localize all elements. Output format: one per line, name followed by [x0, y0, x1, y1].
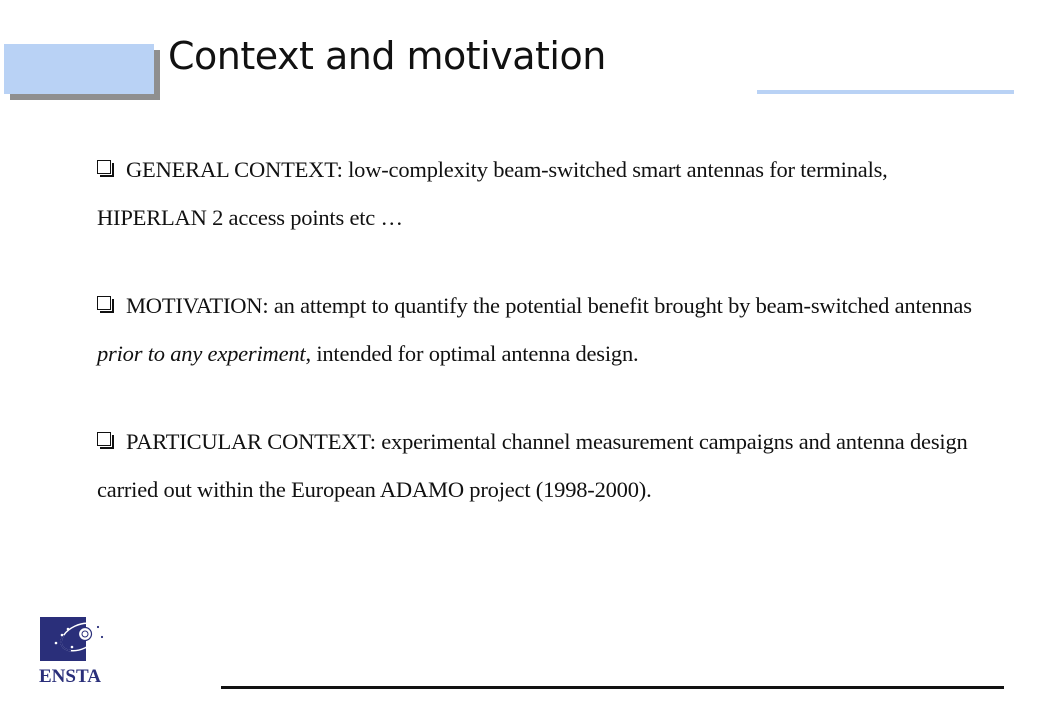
paragraph-label: MOTIVATION — [126, 293, 263, 318]
paragraph-label: GENERAL CONTEXT — [126, 157, 337, 182]
ensta-logo-icon — [38, 615, 114, 685]
logo-text: ENSTA — [39, 666, 101, 685]
checkbox-bullet-icon — [97, 296, 115, 314]
paragraph-motivation — [97, 282, 997, 378]
slide-content — [97, 146, 997, 554]
title-accent-box — [4, 44, 154, 94]
paragraph-text: : low-complexity beam-switched smart antennas for terminals, HIPERLAN 2 access points etc … — [97, 157, 888, 230]
footer-line — [221, 686, 1004, 689]
title-underline — [757, 90, 1014, 94]
ensta-logo — [38, 615, 114, 685]
paragraph-text: : experimental channel measurement campaigns and antenna design carried out within the European ADAMO project (1998-2000). — [97, 429, 968, 502]
checkbox-bullet-icon — [97, 160, 115, 178]
paragraph-general-context — [97, 146, 997, 242]
slide-title: Context and motivation — [168, 34, 606, 78]
checkbox-bullet-icon — [97, 432, 115, 450]
paragraph-particular-context — [97, 418, 997, 514]
paragraph-label: PARTICULAR CONTEXT — [126, 429, 370, 454]
paragraph-text-end: , intended for optimal antenna design. — [305, 341, 639, 366]
paragraph-text: : an attempt to quantify the potential benefit brought by beam-switched antennas — [262, 293, 972, 318]
paragraph-emphasis: prior to any experiment — [97, 341, 306, 366]
